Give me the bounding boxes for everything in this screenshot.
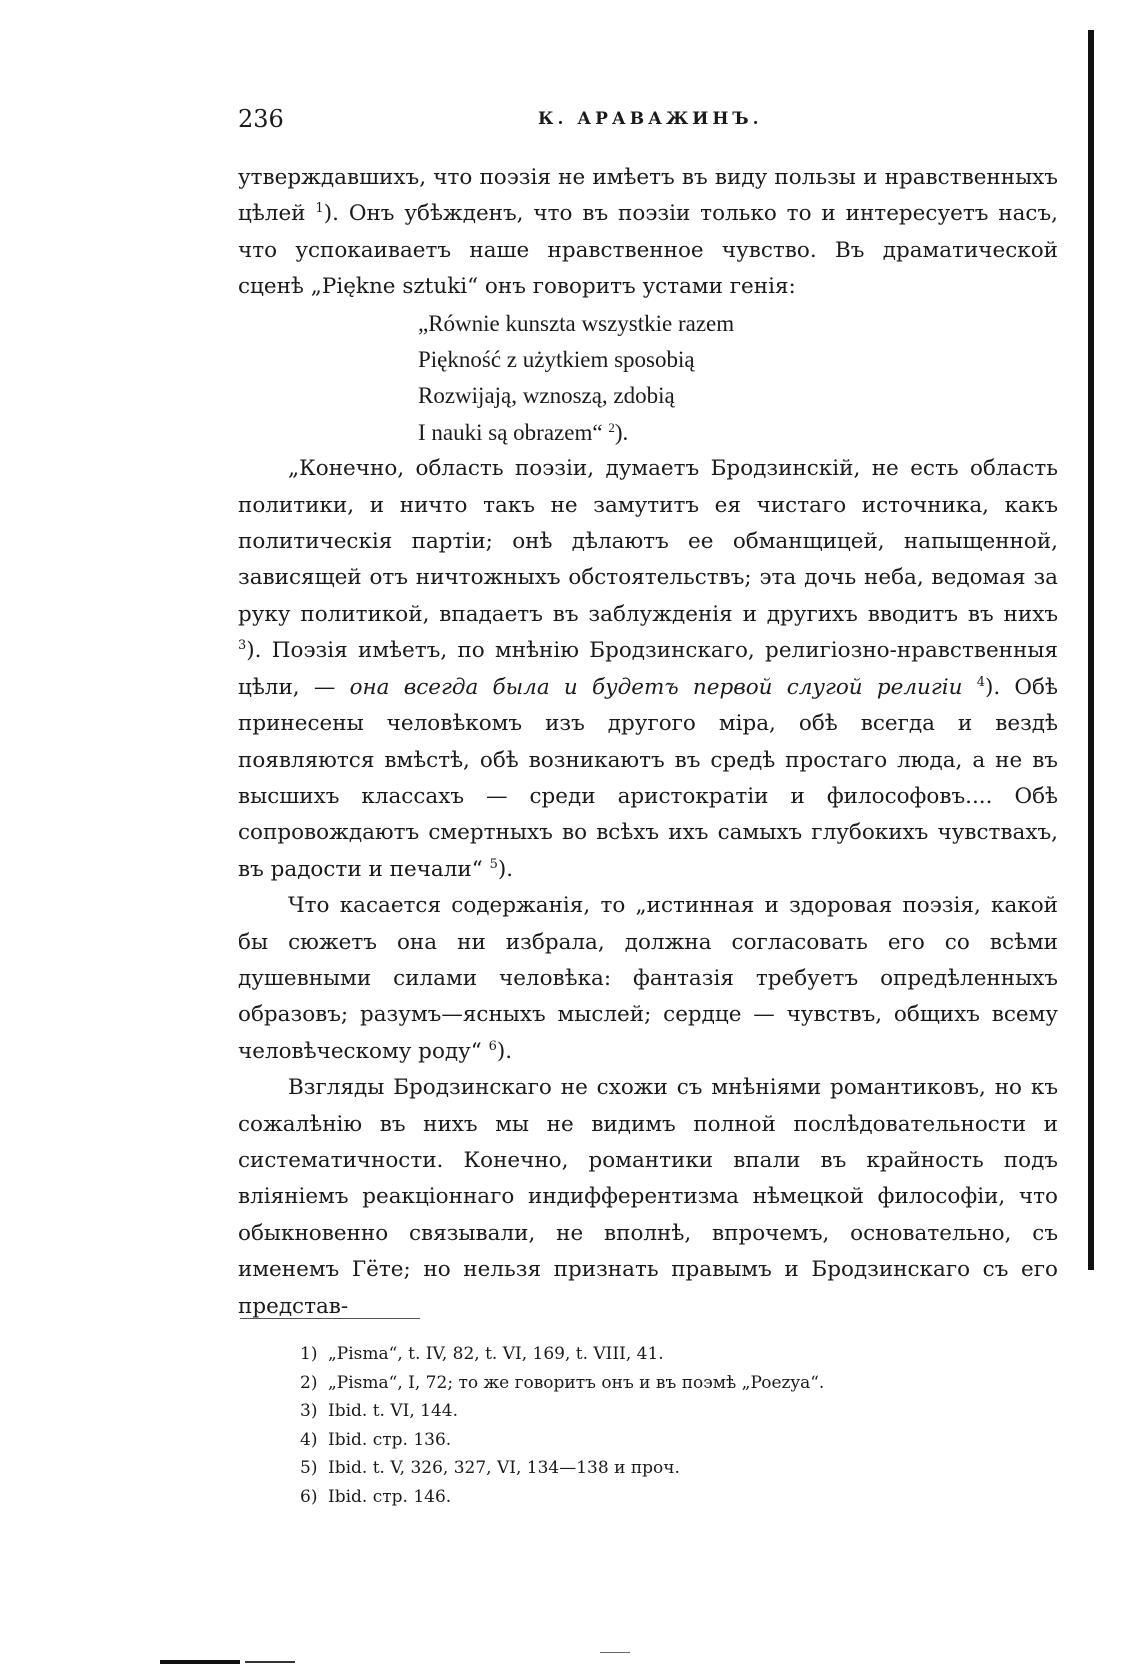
- footnote-ref-6: 6: [488, 1038, 497, 1054]
- paragraph-3-text: Что касается содержанія, то „истинная и здоровая поэзія, какой бы сюжетъ она ни избрала, должна согласовать его со всѣми душевными силами человѣка: фантазія требуетъ опредѣленныхъ образовъ; разумъ—ясныхъ мыслей; сердце — чувствъ, общихъ всему человѣческому роду“: [238, 893, 1058, 1064]
- footnote-divider: [240, 1318, 420, 1319]
- footnote-text: „Pisma“, t. IV, 82, t. VI, 169, t. VIII, 41.: [328, 1344, 664, 1364]
- footnote-item: [300, 1483, 1040, 1512]
- page-edge-shadow: [1088, 30, 1094, 1270]
- verse-line: Rozwijają, wznoszą, zdobią: [418, 383, 675, 409]
- footnote-ref-5: 5: [489, 856, 498, 872]
- verse-line-text: I nauki są obrazem“: [418, 419, 603, 445]
- footnote-text: „Pisma“, I, 72; то же говоритъ онъ и въ поэмѣ „Poezya“.: [328, 1372, 825, 1393]
- verse-line: Piękność z użytkiem sposobią: [418, 347, 695, 373]
- paragraph-4-text: Взгляды Бродзинскаго не схожи съ мнѣніями романтиковъ, но къ сожалѣнію въ нихъ мы не видимъ полной послѣдовательности и систематичности. Конечно, романтики впали въ крайность подъ вліяніемъ реакціоннаго индифферентизма нѣмецкой философіи, что обыкновенно связывали, не вполнѣ, впрочемъ, основательно, съ именемъ Гёте; но нельзя признать правымъ и Бродзинскаго съ его представ-: [238, 1075, 1058, 1319]
- footnote-text: Ibid. t. VI, 144.: [328, 1401, 459, 1422]
- page-number: 236: [238, 105, 284, 133]
- paragraph-2-text: „Конечно, область поэзіи, думаетъ Бродзинскій, не есть область политики, и ничто такъ не замутитъ ея чистаго источника, какъ политическія партіи; онѣ дѣлаютъ ее обманщицей, напыщенной, зависящей отъ ничтожныхъ обстоятельствъ; эта дочь неба, ведомая за руку политикой, впадаетъ въ заблужденія и другихъ вводитъ въ нихъ: [238, 456, 1058, 627]
- footnote-mark: 1): [300, 1344, 318, 1364]
- footnote-item: [300, 1397, 1040, 1426]
- footnote-item: [300, 1340, 1040, 1369]
- footnote-item: [300, 1369, 1040, 1398]
- paragraph-2-text-end: . Обѣ принесены человѣкомъ изъ другого міра, обѣ всегда и вездѣ появляются вмѣстѣ, обѣ возникаютъ въ средѣ простаго люда, а не въ высшихъ классахъ — среди аристократіи и философовъ.... Обѣ сопровождаютъ смертныхъ во всѣхъ ихъ самыхъ глубокихъ чувствахъ, въ радости и печали“: [238, 674, 1058, 882]
- footnote-ref-2: 2: [608, 419, 615, 435]
- paragraph-3: Что касается содержанія, то „истинная и здоровая поэзія, какой бы сюжетъ она ни избрала, должна согласовать его со всѣми душевными силами человѣка: фантазія требуетъ опредѣленныхъ образовъ; разумъ—ясныхъ мыслей; сердце — чувствъ, общихъ всему человѣческому роду“ $^6$).: [238, 893, 1058, 1064]
- verse-line: „Równie kunszta wszystkie razem: [418, 310, 735, 336]
- scan-artifacts: [160, 1660, 290, 1664]
- paragraph-4: [238, 1070, 1058, 1325]
- running-title: К. АРАВАЖИНЪ.: [538, 109, 763, 129]
- paragraph-2-text-cont: . Поэзія имѣетъ, по мнѣнію Бродзинскаго, религіозно-нравственныя цѣли, —: [238, 638, 1058, 700]
- main-text: [238, 160, 1058, 1325]
- footnote-ref-4: 4: [976, 674, 985, 690]
- footnote-mark: 5): [300, 1458, 318, 1479]
- paragraph-2: „Конечно, область поэзіи, думаетъ Бродзинскій, не есть область политики, и ничто такъ не замутитъ ея чистаго источника, какъ политическія партіи; онѣ дѣлаютъ ее обманщицей, напыщенной, зависящей отъ ничтожныхъ обстоятельствъ; эта дочь неба, ведомая за руку политикой, впадаетъ въ заблужденія и другихъ вводитъ въ нихъ $^3$). Поэзія имѣетъ, по мнѣнію Бродзинскаго, религіозно-нравственныя цѣли, — она всегда была и будетъ первой слугой религіи $^4$). Обѣ принесены человѣкомъ изъ другого міра, обѣ всегда и вездѣ появляются вмѣстѣ, обѣ возникаютъ въ средѣ простаго люда, а не въ высшихъ классахъ — среди аристократіи и философовъ.... Обѣ сопровождаютъ смертныхъ во всѣхъ ихъ самыхъ глубокихъ чувствахъ, въ радости и печали“ $^5$).: [238, 456, 1058, 882]
- footnote-mark: 6): [300, 1486, 318, 1507]
- footnote-text: Ibid. стр. 146.: [328, 1486, 452, 1507]
- paragraph-1: утверждавшихъ, что поэзія не имѣетъ въ виду пользы и нравственныхъ цѣлей $^1$). Онъ убѣжденъ, что въ поэзіи только то и интересуетъ насъ, что успокаиваетъ наше нравственное чувство. Въ драматической сценѣ „Piękne sztuki“ онъ говоритъ устами генія:: [238, 165, 1058, 300]
- scan-mark: [245, 1661, 295, 1663]
- footnote-item: [300, 1426, 1040, 1455]
- footnote-mark: 2): [300, 1372, 318, 1393]
- verse-line: I nauki są obrazem“ $^2$).: [418, 419, 629, 445]
- footnote-ref-3: 3: [238, 638, 247, 654]
- footnote-item: [300, 1454, 1040, 1483]
- footnote-mark: 3): [300, 1401, 318, 1422]
- footnote-ref-1: 1: [315, 201, 324, 217]
- footnote-mark: 4): [300, 1429, 318, 1450]
- footnotes: [300, 1340, 1040, 1512]
- verse-quote: [418, 306, 1058, 452]
- footnote-text: Ibid. стр. 136.: [328, 1429, 452, 1450]
- paragraph-1-text: утверждавшихъ, что поэзія не имѣетъ въ виду пользы и нравственныхъ цѣлей: [238, 165, 1058, 227]
- scan-mark: [160, 1660, 240, 1664]
- footnote-text: Ibid. t. V, 326, 327, VI, 134—138 и проч.: [328, 1458, 680, 1479]
- paragraph-2-italic: она всегда была и будетъ первой слугой религіи: [349, 674, 963, 700]
- scan-mark: [600, 1652, 630, 1653]
- page-header: [238, 103, 1058, 137]
- paragraph-1-text-cont: . Онъ убѣжденъ, что въ поэзіи только то и интересуетъ насъ, что успокаиваетъ наше нравственное чувство. Въ драматической сценѣ „Piękne sztuki“ онъ говоритъ устами генія:: [238, 201, 1058, 300]
